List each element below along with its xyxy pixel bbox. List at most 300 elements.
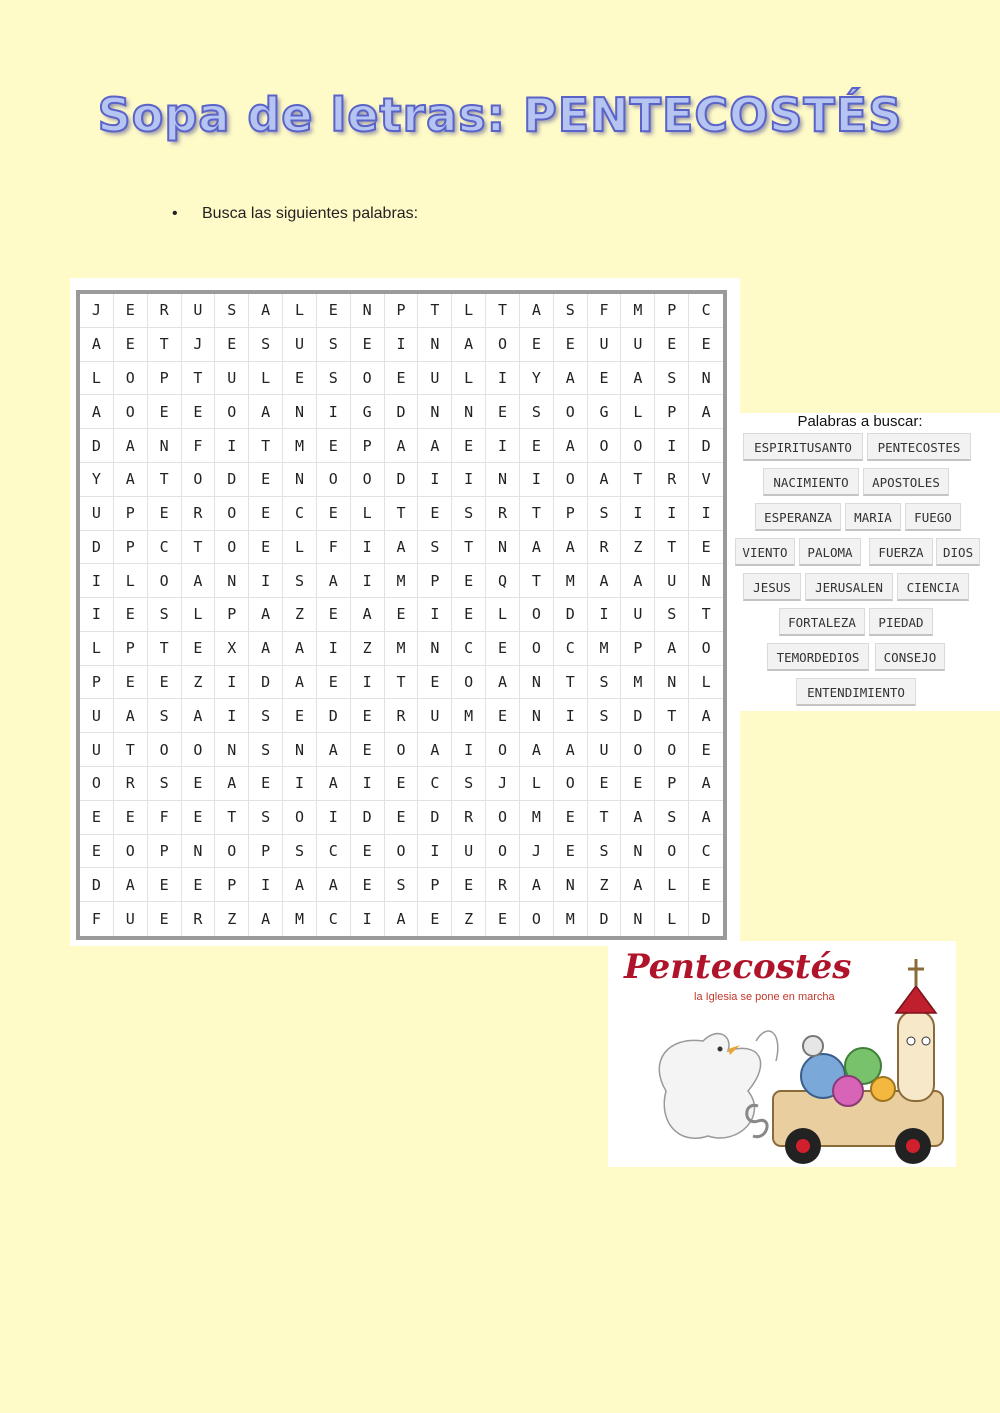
- grid-cell[interactable]: A: [655, 632, 689, 666]
- grid-cell[interactable]: L: [655, 868, 689, 902]
- grid-cell[interactable]: I: [317, 801, 351, 835]
- grid-cell[interactable]: A: [621, 868, 655, 902]
- grid-cell[interactable]: P: [418, 868, 452, 902]
- grid-cell[interactable]: N: [520, 699, 554, 733]
- grid-cell[interactable]: T: [588, 801, 622, 835]
- grid-cell[interactable]: A: [317, 564, 351, 598]
- grid-cell[interactable]: I: [452, 733, 486, 767]
- grid-cell[interactable]: N: [621, 835, 655, 869]
- grid-cell[interactable]: I: [418, 598, 452, 632]
- grid-cell[interactable]: Z: [621, 531, 655, 565]
- grid-cell[interactable]: E: [452, 564, 486, 598]
- grid-cell[interactable]: E: [351, 699, 385, 733]
- grid-cell[interactable]: T: [486, 294, 520, 328]
- grid-cell[interactable]: S: [249, 733, 283, 767]
- grid-cell[interactable]: I: [351, 564, 385, 598]
- grid-cell[interactable]: O: [486, 733, 520, 767]
- grid-cell[interactable]: N: [621, 902, 655, 936]
- grid-cell[interactable]: A: [520, 868, 554, 902]
- grid-cell[interactable]: M: [283, 429, 317, 463]
- grid-cell[interactable]: E: [520, 429, 554, 463]
- grid-cell[interactable]: T: [418, 294, 452, 328]
- grid-cell[interactable]: N: [215, 564, 249, 598]
- grid-cell[interactable]: O: [520, 598, 554, 632]
- grid-cell[interactable]: O: [452, 666, 486, 700]
- grid-cell[interactable]: E: [385, 598, 419, 632]
- word-chip[interactable]: MARIA: [845, 503, 901, 531]
- grid-cell[interactable]: P: [385, 294, 419, 328]
- grid-cell[interactable]: O: [621, 733, 655, 767]
- grid-cell[interactable]: D: [351, 801, 385, 835]
- grid-cell[interactable]: A: [114, 699, 148, 733]
- grid-cell[interactable]: E: [249, 497, 283, 531]
- grid-cell[interactable]: E: [283, 362, 317, 396]
- grid-cell[interactable]: O: [114, 395, 148, 429]
- grid-cell[interactable]: A: [554, 429, 588, 463]
- grid-cell[interactable]: S: [317, 362, 351, 396]
- grid-cell[interactable]: E: [182, 868, 216, 902]
- grid-cell[interactable]: M: [621, 294, 655, 328]
- grid-cell[interactable]: S: [588, 835, 622, 869]
- grid-cell[interactable]: I: [452, 463, 486, 497]
- grid-cell[interactable]: L: [351, 497, 385, 531]
- grid-cell[interactable]: D: [701, 910, 711, 929]
- grid-cell[interactable]: M: [385, 564, 419, 598]
- grid-cell[interactable]: E: [317, 497, 351, 531]
- grid-cell[interactable]: N: [418, 328, 452, 362]
- grid-cell[interactable]: P: [114, 632, 148, 666]
- word-chip[interactable]: APOSTOLES: [863, 468, 949, 496]
- grid-cell[interactable]: P: [554, 497, 588, 531]
- grid-cell[interactable]: T: [114, 733, 148, 767]
- grid-cell[interactable]: E: [351, 328, 385, 362]
- grid-cell[interactable]: P: [215, 598, 249, 632]
- grid-cell[interactable]: A: [114, 463, 148, 497]
- grid-cell[interactable]: T: [452, 531, 486, 565]
- grid-cell[interactable]: R: [182, 902, 216, 936]
- grid-cell[interactable]: A: [114, 868, 148, 902]
- grid-cell[interactable]: I: [486, 362, 520, 396]
- grid-cell[interactable]: A: [554, 362, 588, 396]
- grid-cell[interactable]: C: [689, 294, 723, 328]
- grid-cell[interactable]: A: [621, 564, 655, 598]
- grid-cell[interactable]: E: [486, 632, 520, 666]
- grid-cell[interactable]: C: [689, 835, 723, 869]
- grid-cell[interactable]: M: [385, 632, 419, 666]
- grid-cell[interactable]: I: [520, 463, 554, 497]
- grid-cell[interactable]: O: [80, 767, 114, 801]
- grid-cell[interactable]: O: [351, 362, 385, 396]
- grid-cell[interactable]: N: [689, 362, 723, 396]
- grid-cell[interactable]: O: [520, 632, 554, 666]
- grid-cell[interactable]: S: [452, 497, 486, 531]
- grid-cell[interactable]: O: [486, 801, 520, 835]
- grid-cell[interactable]: O: [182, 463, 216, 497]
- grid-cell[interactable]: U: [215, 362, 249, 396]
- word-chip[interactable]: JERUSALEN: [805, 573, 893, 601]
- word-chip[interactable]: JESUS: [743, 573, 801, 601]
- grid-cell[interactable]: I: [621, 497, 655, 531]
- grid-cell[interactable]: P: [148, 362, 182, 396]
- grid-cell[interactable]: D: [385, 463, 419, 497]
- word-chip[interactable]: NACIMIENTO: [763, 468, 859, 496]
- grid-cell[interactable]: A: [689, 801, 723, 835]
- grid-cell[interactable]: M: [520, 801, 554, 835]
- grid-cell[interactable]: M: [283, 902, 317, 936]
- grid-cell[interactable]: E: [689, 868, 723, 902]
- grid-cell[interactable]: D: [588, 902, 622, 936]
- grid-cell[interactable]: I: [317, 395, 351, 429]
- grid-cell[interactable]: R: [148, 294, 182, 328]
- grid-cell[interactable]: E: [215, 328, 249, 362]
- grid-cell[interactable]: E: [249, 767, 283, 801]
- grid-cell[interactable]: I: [80, 598, 114, 632]
- grid-cell[interactable]: O: [588, 429, 622, 463]
- word-chip[interactable]: DIOS: [936, 538, 980, 566]
- grid-cell[interactable]: U: [655, 564, 689, 598]
- grid-cell[interactable]: S: [452, 767, 486, 801]
- grid-cell[interactable]: C: [283, 497, 317, 531]
- grid-cell[interactable]: U: [283, 328, 317, 362]
- grid-cell[interactable]: O: [554, 395, 588, 429]
- grid-cell[interactable]: A: [689, 767, 723, 801]
- grid-cell[interactable]: T: [689, 598, 723, 632]
- grid-cell[interactable]: A: [554, 531, 588, 565]
- grid-cell[interactable]: R: [385, 699, 419, 733]
- grid-cell[interactable]: J: [182, 328, 216, 362]
- grid-cell[interactable]: A: [418, 733, 452, 767]
- grid-cell[interactable]: A: [249, 902, 283, 936]
- grid-cell[interactable]: I: [317, 632, 351, 666]
- grid-cell[interactable]: Z: [215, 902, 249, 936]
- grid-cell[interactable]: N: [418, 632, 452, 666]
- word-chip[interactable]: ESPERANZA: [755, 503, 841, 531]
- grid-cell[interactable]: P: [655, 294, 689, 328]
- grid-cell[interactable]: M: [621, 666, 655, 700]
- grid-cell[interactable]: I: [418, 835, 452, 869]
- grid-cell[interactable]: E: [588, 362, 622, 396]
- grid-cell[interactable]: A: [418, 429, 452, 463]
- grid-cell[interactable]: L: [621, 395, 655, 429]
- grid-cell[interactable]: F: [148, 801, 182, 835]
- grid-cell[interactable]: P: [114, 497, 148, 531]
- grid-cell[interactable]: T: [148, 463, 182, 497]
- grid-cell[interactable]: S: [588, 666, 622, 700]
- grid-cell[interactable]: U: [621, 598, 655, 632]
- grid-cell[interactable]: S: [215, 294, 249, 328]
- grid-cell[interactable]: A: [385, 429, 419, 463]
- grid-cell[interactable]: Z: [182, 666, 216, 700]
- grid-cell[interactable]: Y: [80, 463, 114, 497]
- grid-cell[interactable]: I: [215, 699, 249, 733]
- word-chip[interactable]: FORTALEZA: [779, 608, 865, 636]
- grid-cell[interactable]: E: [80, 801, 114, 835]
- word-chip[interactable]: PIEDAD: [869, 608, 933, 636]
- grid-cell[interactable]: E: [114, 801, 148, 835]
- grid-cell[interactable]: C: [317, 902, 351, 936]
- grid-cell[interactable]: S: [283, 835, 317, 869]
- grid-cell[interactable]: A: [114, 429, 148, 463]
- word-chip[interactable]: CIENCIA: [897, 573, 969, 601]
- grid-cell[interactable]: D: [80, 868, 114, 902]
- grid-cell[interactable]: N: [452, 395, 486, 429]
- grid-cell[interactable]: S: [655, 801, 689, 835]
- grid-cell[interactable]: J: [80, 294, 114, 328]
- grid-cell[interactable]: E: [114, 294, 148, 328]
- grid-cell[interactable]: G: [588, 395, 622, 429]
- grid-cell[interactable]: E: [554, 801, 588, 835]
- grid-cell[interactable]: I: [351, 666, 385, 700]
- grid-cell[interactable]: S: [588, 497, 622, 531]
- grid-cell[interactable]: C: [554, 632, 588, 666]
- grid-cell[interactable]: R: [182, 497, 216, 531]
- grid-cell[interactable]: E: [351, 835, 385, 869]
- grid-cell[interactable]: L: [283, 294, 317, 328]
- grid-cell[interactable]: U: [80, 733, 114, 767]
- grid-cell[interactable]: E: [317, 666, 351, 700]
- word-chip[interactable]: TEMORDEDIOS: [767, 643, 869, 671]
- grid-cell[interactable]: N: [655, 666, 689, 700]
- grid-cell[interactable]: N: [351, 294, 385, 328]
- grid-cell[interactable]: E: [249, 531, 283, 565]
- grid-cell[interactable]: S: [317, 328, 351, 362]
- grid-cell[interactable]: F: [588, 294, 622, 328]
- grid-cell[interactable]: S: [148, 767, 182, 801]
- grid-cell[interactable]: O: [215, 395, 249, 429]
- grid-cell[interactable]: C: [317, 835, 351, 869]
- grid-cell[interactable]: I: [215, 666, 249, 700]
- grid-cell[interactable]: A: [249, 395, 283, 429]
- grid-cell[interactable]: I: [249, 564, 283, 598]
- grid-cell[interactable]: T: [520, 564, 554, 598]
- grid-cell[interactable]: E: [689, 328, 723, 362]
- grid-cell[interactable]: T: [520, 497, 554, 531]
- grid-cell[interactable]: U: [452, 835, 486, 869]
- grid-cell[interactable]: F: [80, 902, 114, 936]
- grid-cell[interactable]: N: [486, 531, 520, 565]
- grid-cell[interactable]: R: [452, 801, 486, 835]
- grid-cell[interactable]: I: [655, 497, 689, 531]
- grid-cell[interactable]: O: [114, 835, 148, 869]
- word-chip[interactable]: PALOMA: [799, 538, 861, 566]
- grid-cell[interactable]: D: [80, 429, 114, 463]
- grid-cell[interactable]: E: [80, 835, 114, 869]
- grid-cell[interactable]: O: [655, 835, 689, 869]
- grid-cell[interactable]: E: [351, 733, 385, 767]
- grid-cell[interactable]: E: [148, 868, 182, 902]
- grid-cell[interactable]: L: [182, 598, 216, 632]
- grid-cell[interactable]: R: [486, 868, 520, 902]
- grid-cell[interactable]: E: [114, 598, 148, 632]
- grid-cell[interactable]: J: [520, 835, 554, 869]
- grid-cell[interactable]: A: [520, 294, 554, 328]
- grid-cell[interactable]: O: [182, 733, 216, 767]
- grid-cell[interactable]: I: [385, 328, 419, 362]
- grid-cell[interactable]: O: [215, 835, 249, 869]
- grid-cell[interactable]: S: [385, 868, 419, 902]
- grid-cell[interactable]: Z: [283, 598, 317, 632]
- grid-cell[interactable]: M: [554, 564, 588, 598]
- grid-cell[interactable]: N: [215, 733, 249, 767]
- grid-cell[interactable]: O: [283, 801, 317, 835]
- grid-cell[interactable]: E: [689, 531, 723, 565]
- grid-cell[interactable]: N: [283, 733, 317, 767]
- grid-cell[interactable]: T: [655, 699, 689, 733]
- grid-cell[interactable]: U: [588, 733, 622, 767]
- grid-cell[interactable]: E: [182, 767, 216, 801]
- grid-cell[interactable]: E: [114, 666, 148, 700]
- grid-cell[interactable]: A: [80, 395, 114, 429]
- grid-cell[interactable]: U: [114, 902, 148, 936]
- grid-cell[interactable]: N: [520, 666, 554, 700]
- grid-cell[interactable]: F: [182, 429, 216, 463]
- grid-cell[interactable]: E: [486, 902, 520, 936]
- grid-cell[interactable]: T: [385, 497, 419, 531]
- grid-cell[interactable]: O: [215, 531, 249, 565]
- grid-cell[interactable]: S: [655, 362, 689, 396]
- grid-cell[interactable]: O: [317, 463, 351, 497]
- grid-cell[interactable]: I: [554, 699, 588, 733]
- grid-cell[interactable]: I: [588, 598, 622, 632]
- grid-cell[interactable]: P: [418, 564, 452, 598]
- grid-cell[interactable]: E: [148, 902, 182, 936]
- grid-cell[interactable]: U: [588, 328, 622, 362]
- word-chip[interactable]: FUEGO: [905, 503, 961, 531]
- grid-cell[interactable]: A: [452, 328, 486, 362]
- grid-cell[interactable]: A: [385, 531, 419, 565]
- grid-cell[interactable]: E: [114, 328, 148, 362]
- grid-cell[interactable]: A: [588, 463, 622, 497]
- grid-cell[interactable]: A: [182, 564, 216, 598]
- grid-cell[interactable]: L: [80, 632, 114, 666]
- grid-cell[interactable]: D: [317, 699, 351, 733]
- grid-cell[interactable]: I: [689, 497, 723, 531]
- grid-cell[interactable]: A: [249, 294, 283, 328]
- grid-cell[interactable]: R: [114, 767, 148, 801]
- grid-cell[interactable]: E: [317, 294, 351, 328]
- grid-cell[interactable]: S: [283, 564, 317, 598]
- grid-cell[interactable]: S: [249, 801, 283, 835]
- grid-cell[interactable]: L: [114, 564, 148, 598]
- grid-cell[interactable]: A: [317, 733, 351, 767]
- grid-cell[interactable]: S: [588, 699, 622, 733]
- grid-cell[interactable]: E: [655, 328, 689, 362]
- grid-cell[interactable]: O: [486, 835, 520, 869]
- grid-cell[interactable]: Q: [486, 564, 520, 598]
- grid-cell[interactable]: E: [452, 429, 486, 463]
- grid-cell[interactable]: E: [148, 395, 182, 429]
- grid-cell[interactable]: I: [486, 429, 520, 463]
- grid-cell[interactable]: A: [317, 767, 351, 801]
- grid-cell[interactable]: G: [351, 395, 385, 429]
- grid-cell[interactable]: S: [520, 395, 554, 429]
- grid-cell[interactable]: E: [554, 328, 588, 362]
- grid-cell[interactable]: T: [182, 531, 216, 565]
- grid-cell[interactable]: E: [351, 868, 385, 902]
- word-chip[interactable]: VIENTO: [735, 538, 795, 566]
- grid-cell[interactable]: E: [486, 395, 520, 429]
- grid-cell[interactable]: S: [148, 598, 182, 632]
- grid-cell[interactable]: T: [621, 463, 655, 497]
- grid-cell[interactable]: D: [418, 801, 452, 835]
- grid-cell[interactable]: P: [249, 835, 283, 869]
- grid-cell[interactable]: O: [385, 733, 419, 767]
- grid-cell[interactable]: L: [655, 902, 689, 936]
- grid-cell[interactable]: O: [689, 632, 723, 666]
- grid-cell[interactable]: I: [283, 767, 317, 801]
- grid-cell[interactable]: T: [148, 632, 182, 666]
- grid-cell[interactable]: A: [621, 362, 655, 396]
- grid-cell[interactable]: A: [689, 395, 723, 429]
- grid-cell[interactable]: P: [114, 531, 148, 565]
- grid-cell[interactable]: A: [588, 564, 622, 598]
- grid-cell[interactable]: A: [689, 699, 723, 733]
- grid-cell[interactable]: I: [80, 564, 114, 598]
- grid-cell[interactable]: O: [554, 767, 588, 801]
- grid-cell[interactable]: O: [148, 564, 182, 598]
- grid-cell[interactable]: M: [452, 699, 486, 733]
- grid-cell[interactable]: O: [148, 733, 182, 767]
- grid-cell[interactable]: A: [283, 868, 317, 902]
- grid-cell[interactable]: P: [351, 429, 385, 463]
- grid-cell[interactable]: S: [554, 294, 588, 328]
- grid-cell[interactable]: E: [689, 733, 723, 767]
- grid-cell[interactable]: E: [385, 362, 419, 396]
- grid-cell[interactable]: P: [215, 868, 249, 902]
- grid-cell[interactable]: I: [351, 767, 385, 801]
- grid-cell[interactable]: A: [520, 733, 554, 767]
- grid-cell[interactable]: I: [351, 902, 385, 936]
- grid-cell[interactable]: T: [554, 666, 588, 700]
- grid-cell[interactable]: L: [249, 362, 283, 396]
- grid-cell[interactable]: E: [317, 429, 351, 463]
- grid-cell[interactable]: L: [283, 531, 317, 565]
- grid-cell[interactable]: O: [655, 733, 689, 767]
- grid-cell[interactable]: R: [588, 531, 622, 565]
- grid-cell[interactable]: E: [418, 497, 452, 531]
- grid-cell[interactable]: A: [249, 598, 283, 632]
- grid-cell[interactable]: A: [486, 666, 520, 700]
- grid-cell[interactable]: A: [283, 632, 317, 666]
- grid-cell[interactable]: J: [486, 767, 520, 801]
- grid-cell[interactable]: L: [452, 362, 486, 396]
- grid-cell[interactable]: L: [452, 294, 486, 328]
- grid-cell[interactable]: I: [655, 429, 689, 463]
- grid-cell[interactable]: X: [215, 632, 249, 666]
- grid-cell[interactable]: T: [148, 328, 182, 362]
- grid-cell[interactable]: A: [385, 902, 419, 936]
- grid-cell[interactable]: O: [114, 362, 148, 396]
- grid-cell[interactable]: T: [182, 362, 216, 396]
- grid-cell[interactable]: S: [418, 531, 452, 565]
- grid-cell[interactable]: I: [351, 531, 385, 565]
- grid-cell[interactable]: A: [80, 328, 114, 362]
- grid-cell[interactable]: D: [80, 531, 114, 565]
- word-chip[interactable]: PENTECOSTES: [867, 433, 971, 461]
- grid-cell[interactable]: E: [520, 328, 554, 362]
- grid-cell[interactable]: L: [520, 767, 554, 801]
- grid-cell[interactable]: E: [283, 699, 317, 733]
- grid-cell[interactable]: C: [452, 632, 486, 666]
- grid-cell[interactable]: E: [182, 632, 216, 666]
- grid-cell[interactable]: E: [486, 699, 520, 733]
- grid-cell[interactable]: D: [215, 463, 249, 497]
- grid-cell[interactable]: L: [486, 598, 520, 632]
- grid-cell[interactable]: T: [385, 666, 419, 700]
- grid-cell[interactable]: S: [148, 699, 182, 733]
- grid-cell[interactable]: U: [418, 362, 452, 396]
- grid-cell[interactable]: E: [148, 497, 182, 531]
